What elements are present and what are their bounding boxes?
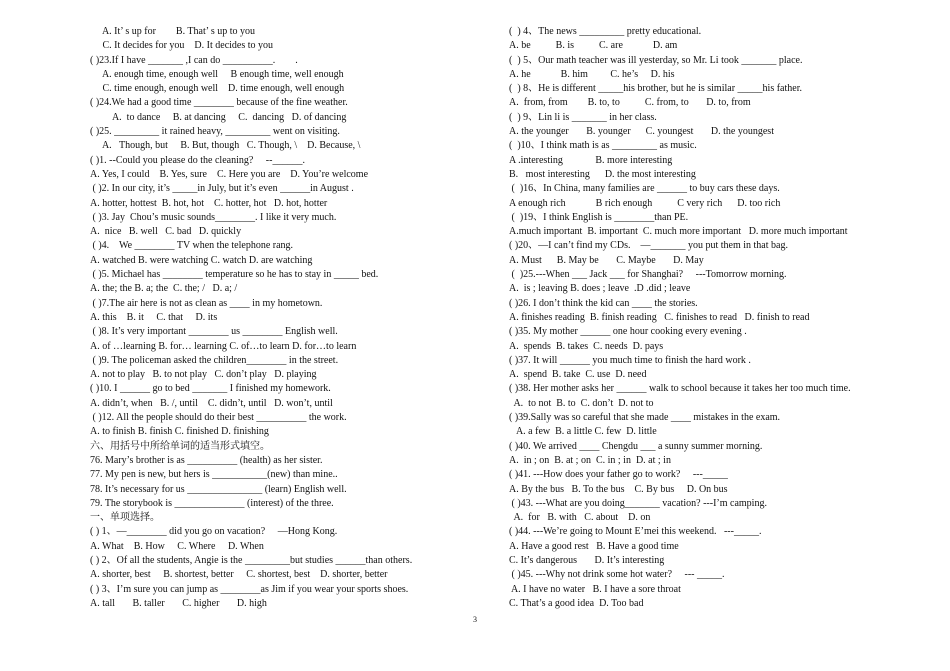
- text-line: A. for B. with C. about D. on: [509, 512, 651, 524]
- text-line: 78. It’s necessary for us _______________ (learn) English well.: [90, 483, 347, 495]
- left-column: [90, 25, 470, 611]
- page-number: 3: [473, 615, 477, 624]
- text-line: ( )37. It will ______ you much time to finish the hard work .: [509, 354, 751, 366]
- text-line: A. spend B. take C. use D. need: [509, 369, 647, 381]
- text-line: A. a few B. a little C. few D. little: [509, 426, 657, 438]
- text-line: 79. The storybook is ______________ (interest) of the three.: [90, 497, 334, 509]
- text-line: ( )39.Sally was so careful that she made ____ mistakes in the exam.: [509, 412, 781, 424]
- text-line: ( )2. In our city, it’s _____in July, but it’s even ______in August .: [90, 183, 354, 195]
- text-line: A. finishes reading B. finish reading C. finishes to read D. finish to read: [509, 311, 810, 323]
- text-line: ( )16、In China, many families are ______ to buy cars these days.: [509, 183, 780, 195]
- text-line: A. watched B. were watching C. watch D. are watching: [90, 254, 313, 266]
- text-line: ( )8. It’s very important ________ us ________ English well.: [90, 326, 338, 338]
- text-line: ( )41. ---How does your father go to work? ---_____: [509, 469, 728, 481]
- text-line: ( )12. All the people should do their best __________ the work.: [90, 412, 347, 424]
- text-line: A. in ; on B. at ; on C. in ; in D. at ; in: [509, 454, 671, 466]
- text-line: ( ) 1、—________ did you go on vacation? —Hong Kong.: [90, 526, 338, 538]
- text-line: A. I have no water B. I have a sore throat: [509, 583, 681, 595]
- text-line: ( ) 9、Lin li is _______ in her class.: [509, 111, 657, 123]
- text-line: A. to dance B. at dancing C. dancing D. of dancing: [90, 111, 347, 123]
- text-line: A. this B. it C. that D. its: [90, 311, 218, 323]
- text-line: ( )43. ---What are you doing_______ vacation? ---I’m camping.: [509, 497, 767, 509]
- text-line: A enough rich B rich enough C very rich D. too rich: [509, 197, 781, 209]
- text-line: ( )7.The air here is not as clean as ____ in my hometown.: [90, 297, 323, 309]
- text-line: ( )19、I think English is ________than PE.: [509, 211, 689, 223]
- text-line: A. of …learning B. for… learning C. of…to learn D. for…to learn: [90, 340, 357, 352]
- text-line: ( )20、—I can’t find my CDs. —_______ you put them in that bag.: [509, 240, 788, 252]
- text-line: C. It decides for you D. It decides to you: [90, 40, 274, 52]
- text-line: A. By the bus B. To the bus C. By bus D. On bus: [509, 483, 728, 495]
- text-line: ( )3. Jay Chou’s music sounds________. I like it very much.: [90, 211, 337, 223]
- text-line: ( )10. I ______ go to bed _______ I finished my homework.: [90, 383, 331, 395]
- text-line: C. It’s dangerous D. It’s interesting: [509, 554, 665, 566]
- text-line: 一、单项选择。: [90, 512, 160, 524]
- text-line: ( )26. I don’t think the kid can ____ the stories.: [509, 297, 698, 309]
- text-line: A. Must B. May be C. Maybe D. May: [509, 254, 704, 266]
- text-line: A. spends B. takes C. needs D. pays: [509, 340, 664, 352]
- text-line: ( )1. --Could you please do the cleaning? --______.: [90, 154, 305, 166]
- text-line: 77. My pen is new, but hers is ___________(new) than mine..: [90, 469, 338, 481]
- text-line: 76. Mary’s brother is as __________ (health) as her sister.: [90, 454, 323, 466]
- text-line: ( )44. ---We’re going to Mount E’mei this weekend. ---_____.: [509, 526, 762, 538]
- text-line: A. hotter, hottest B. hot, hot C. hotter, hot D. hot, hotter: [90, 197, 328, 209]
- text-line: A. is ; leaving B. does ; leave .D .did ; leave: [509, 283, 691, 295]
- text-line: ( ) 4、The news _________ pretty educational.: [509, 26, 702, 37]
- text-line: A. to finish B. finish C. finished D. finishing: [90, 426, 269, 438]
- text-line: A. didn’t, when B. /, until C. didn’t, until D. won’t, until: [90, 397, 333, 409]
- text-line: C. time enough, enough well D. time enough, well enough: [90, 83, 345, 95]
- text-line: ( )9. The policeman asked the children________ in the street.: [90, 354, 339, 366]
- text-line: ( ) 3、I’m sure you can jump as ________as Jim if you wear your sports shoes.: [90, 583, 409, 595]
- text-line: A. Have a good rest B. Have a good time: [509, 540, 679, 552]
- text-line: ( ) 5、Our math teacher was ill yesterday, so Mr. Li took _______ place.: [509, 54, 803, 66]
- text-line: ( )35. My mother ______ one hour cooking every evening .: [509, 326, 747, 338]
- text-line: ( )23.If I have _______ ,I can do __________. .: [90, 54, 298, 66]
- text-line: A. the; the B. a; the C. the; / D. a; /: [90, 283, 238, 295]
- text-line: ( )24.We had a good time ________ because of the fine weather.: [90, 97, 348, 109]
- text-line: ( )25. _________ it rained heavy, _________ went on visiting.: [90, 126, 340, 138]
- text-line: A. to not B. to C. don’t D. not to: [509, 397, 654, 409]
- text-line: A. he B. him C. he’s D. his: [509, 68, 675, 80]
- text-line: ( )25.---When ___ Jack ___ for Shanghai? ---Tomorrow morning.: [509, 269, 787, 281]
- text-line: ( )40. We arrived ____ Chengdu ___ a sunny summer morning.: [509, 440, 763, 452]
- text-line: A. enough time, enough well B enough time, well enough: [90, 68, 344, 80]
- text-line: ( )4. We ________ TV when the telephone rang.: [90, 240, 294, 252]
- text-line: A. What B. How C. Where D. When: [90, 540, 264, 552]
- text-line: ( ) 2、Of all the students, Angie is the _________but studies ______than others.: [90, 554, 413, 566]
- text-line: A. shorter, best B. shortest, better C. shortest, best D. shorter, better: [90, 569, 388, 581]
- text-line: A. not to play B. to not play C. don’t play D. playing: [90, 369, 317, 381]
- right-column: [509, 25, 929, 611]
- text-line: B. most interesting D. the most interesting: [509, 168, 696, 180]
- text-line: ( )10、I think math is as _________ as music.: [509, 140, 697, 152]
- text-line: ( )38. Her mother asks her ______ walk to school because it takes her too much time.: [509, 383, 851, 395]
- text-line: ( )45. ---Why not drink some hot water? --- _____.: [509, 569, 725, 581]
- text-line: A. Yes, I could B. Yes, sure C. Here you are D. You’re welcome: [90, 168, 369, 180]
- text-line: 六、用括号中所给单词的适当形式填空。: [90, 440, 270, 452]
- text-line: A. be B. is C. are D. am: [509, 40, 678, 52]
- text-line: A. from, from B. to, to C. from, to D. to, from: [509, 97, 751, 109]
- text-line: A .interesting B. more interesting: [509, 154, 673, 166]
- text-line: A.much important B. important C. much more important D. more much important: [509, 226, 848, 238]
- text-line: C. That’s a good idea D. Too bad: [509, 597, 644, 609]
- text-line: A. Though, but B. But, though C. Though, \ D. Because, \: [90, 140, 361, 152]
- text-line: ( ) 8、He is different _____his brother, but he is similar _____his father.: [509, 83, 802, 95]
- text-line: A. the younger B. younger C. youngest D. the youngest: [509, 126, 774, 138]
- text-line: A. It’ s up for B. That’ s up to you: [90, 26, 255, 37]
- text-line: ( )5. Michael has ________ temperature so he has to stay in _____ bed.: [90, 269, 379, 281]
- text-line: A. tall B. taller C. higher D. high: [90, 597, 267, 609]
- text-line: A. nice B. well C. bad D. quickly: [90, 226, 242, 238]
